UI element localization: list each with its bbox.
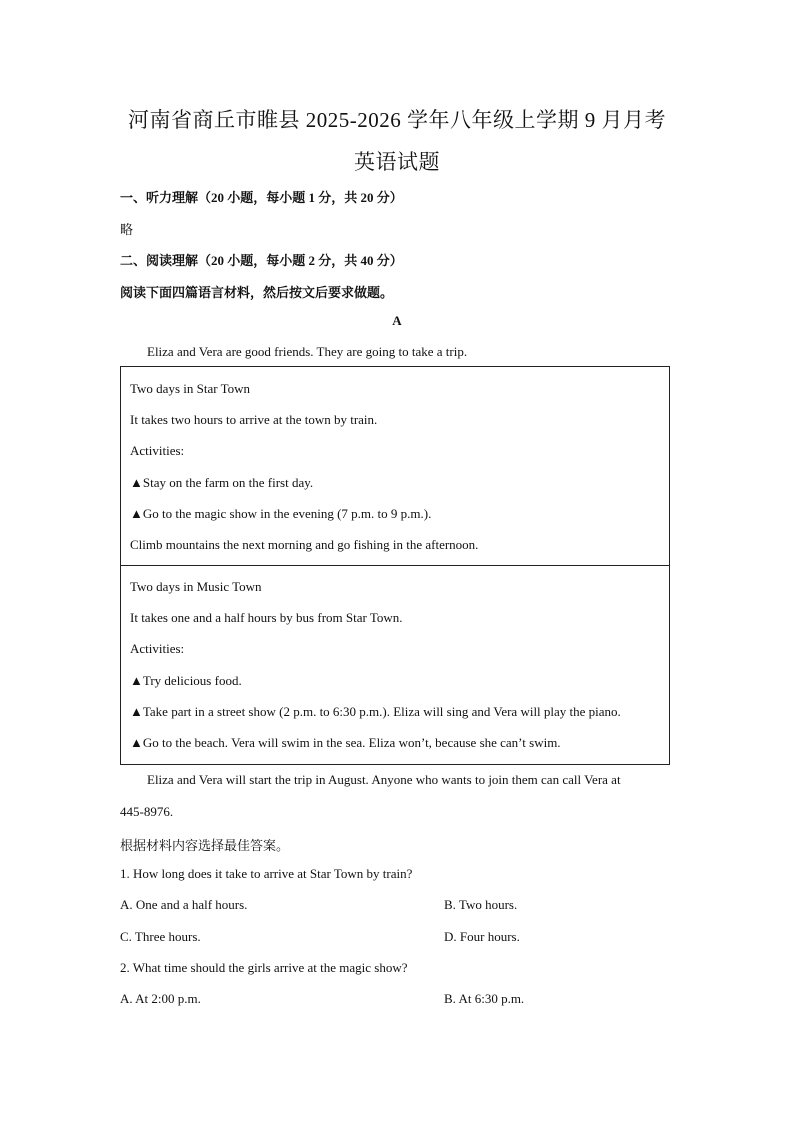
question-1-option-b: B. Two hours. bbox=[444, 897, 518, 912]
section2-instruction: 阅读下面四篇语言材料，然后按文后要求做题。 bbox=[120, 285, 394, 300]
closing-line-2: 445-8976. bbox=[120, 804, 174, 819]
music-town-activity-1: ▲Try delicious food. bbox=[130, 673, 242, 688]
star-town-travel: It takes two hours to arrive at the town by train. bbox=[130, 412, 378, 427]
star-town-activities-label: Activities: bbox=[130, 443, 185, 458]
music-town-title: Two days in Music Town bbox=[130, 579, 262, 594]
music-town-activities-label: Activities: bbox=[130, 641, 185, 656]
star-town-activity-1: ▲Stay on the farm on the first day. bbox=[130, 475, 314, 490]
question-1-option-a: A. One and a half hours. bbox=[120, 897, 248, 912]
music-town-activity-3: ▲Go to the beach. Vera will swim in the sea. Eliza won’t, because she can’t swim. bbox=[130, 735, 561, 750]
question-1-option-c: C. Three hours. bbox=[120, 929, 201, 944]
closing-line-1: Eliza and Vera will start the trip in August. Anyone who wants to join them can call Vera at bbox=[147, 772, 621, 787]
task-instruction: 根据材料内容选择最佳答案。 bbox=[120, 838, 290, 853]
section1-heading: 一、听力理解（20 小题，每小题 1 分，共 20 分） bbox=[120, 190, 403, 205]
section1-note: 略 bbox=[120, 222, 134, 237]
exam-title-line1: 河南省商丘市睢县 2025-2026 学年八年级上学期 9 月月考 bbox=[128, 108, 666, 132]
music-town-box bbox=[120, 565, 670, 765]
question-1-stem: 1. How long does it take to arrive at Star Town by train? bbox=[120, 866, 413, 881]
question-1-option-d: D. Four hours. bbox=[444, 929, 520, 944]
star-town-box bbox=[120, 366, 670, 566]
passage-intro: Eliza and Vera are good friends. They are going to take a trip. bbox=[147, 344, 468, 359]
music-town-travel: It takes one and a half hours by bus from Star Town. bbox=[130, 610, 403, 625]
star-town-activity-2: ▲Go to the magic show in the evening (7 p.m. to 9 p.m.). bbox=[130, 506, 432, 521]
question-2-option-a: A. At 2:00 p.m. bbox=[120, 991, 201, 1006]
question-2-stem: 2. What time should the girls arrive at the magic show? bbox=[120, 960, 408, 975]
question-2-option-b: B. At 6:30 p.m. bbox=[444, 991, 525, 1006]
passage-label: A bbox=[392, 313, 402, 328]
star-town-title: Two days in Star Town bbox=[130, 381, 250, 396]
exam-title-line2: 英语试题 bbox=[354, 150, 440, 174]
music-town-activity-2: ▲Take part in a street show (2 p.m. to 6:30 p.m.). Eliza will sing and Vera will play the piano. bbox=[130, 704, 621, 719]
section2-heading: 二、阅读理解（20 小题，每小题 2 分，共 40 分） bbox=[120, 253, 403, 268]
star-town-activity-3: Climb mountains the next morning and go fishing in the afternoon. bbox=[130, 537, 479, 552]
